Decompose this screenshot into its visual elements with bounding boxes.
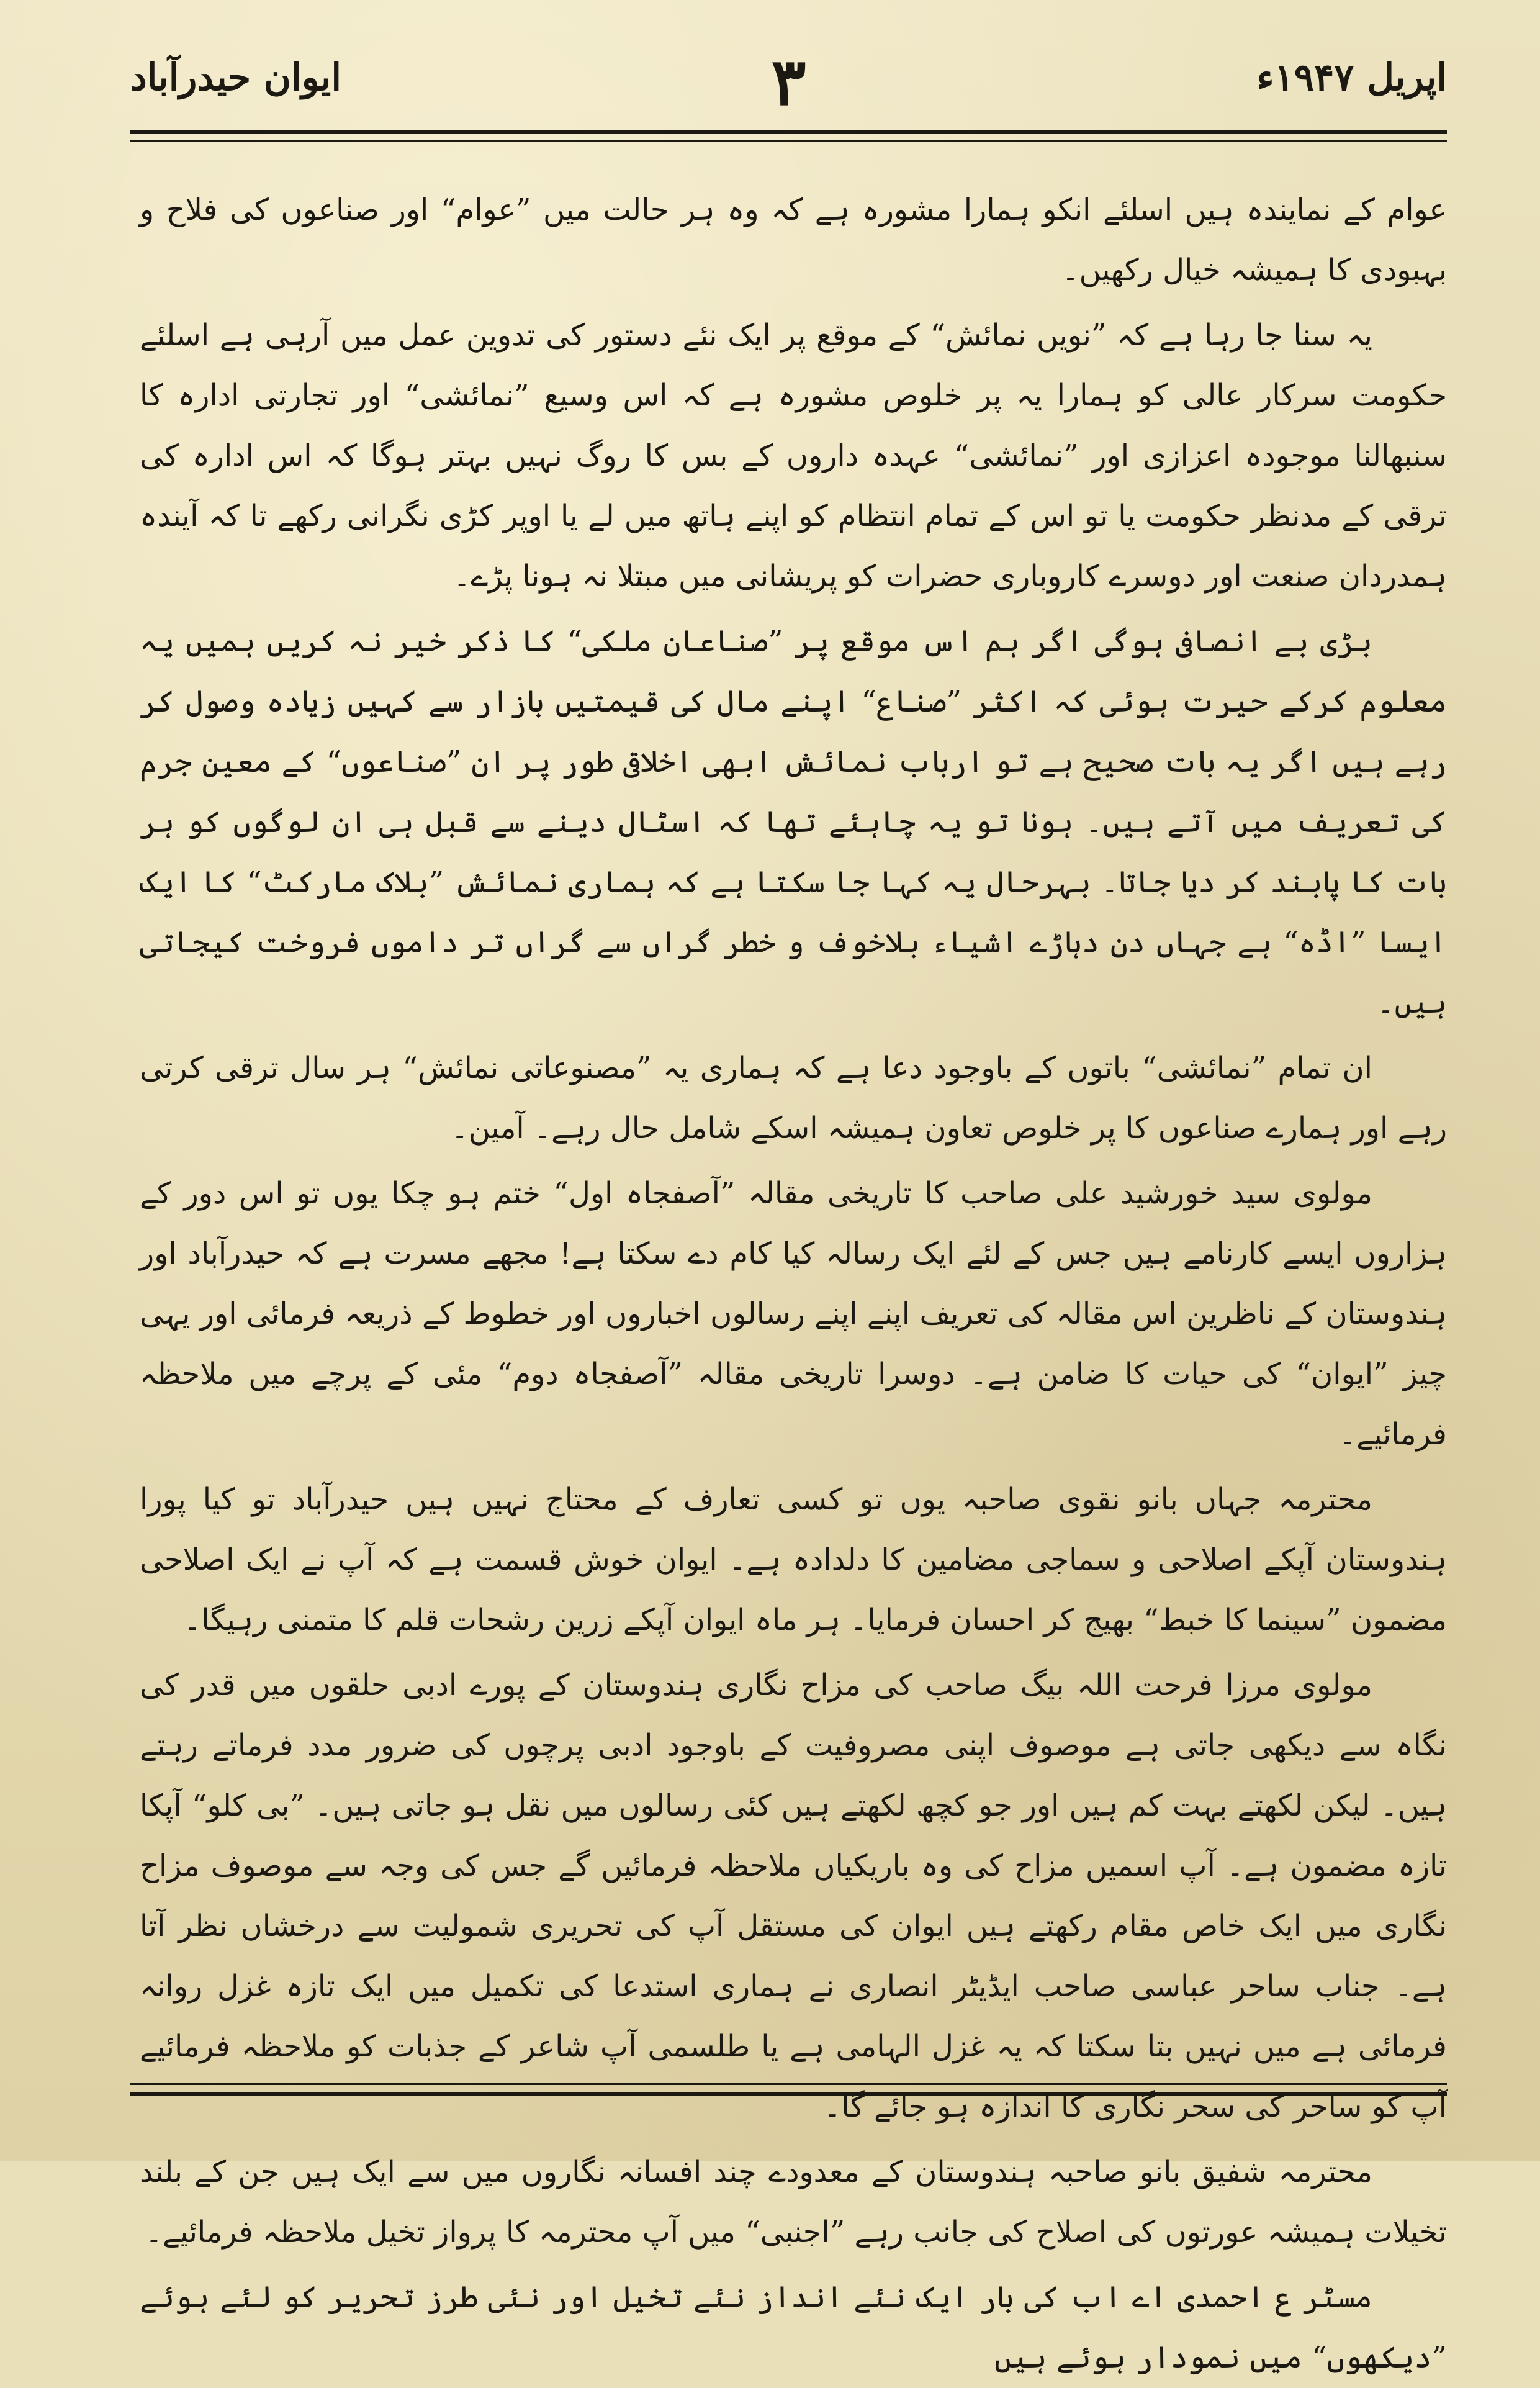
paragraph: عوام کے نمایندہ ہیں اسلئے انکو ہمارا مشورہ ہے کہ وہ ہر حالت میں ”عوام“ اور صناعوں کی فلاح و بہبودی کا ہمیشہ خیال رکھیں۔	[140, 192, 1447, 287]
footer-rule-top	[130, 2083, 1447, 2085]
journal-title: ایوان حیدرآباد	[130, 56, 342, 99]
paragraph: مولوی سید خورشید علی صاحب کا تاریخی مقالہ ”آصفجاہ اول“ ختم ہو چکا یوں تو اس دور کے ہزاروں ایسے کارنامے ہیں جس کے لئے ایک رسالہ کیا کام دے سکتا ہے! مجھے مسرت ہے کہ حیدرآباد اور ہندوستان کے ناظرین اس مقالہ کی تعریف اپنے اپنے رسالوں اخباروں اور خطوط کے ذریعہ فرمائی اور یہی چیز ”ایوان“ کی حیات کا ضامن ہے۔ دوسرا تاریخی مقالہ ”آصفجاہ دوم“ مئی کے پرچے میں ملاحظہ فرمائیے۔	[140, 1176, 1447, 1452]
issue-date: اپریل ۱۹۴۷ء	[1256, 56, 1447, 99]
paragraph: محترمہ شفیق بانو صاحبہ ہندوستان کے معدودے چند افسانہ نگاروں میں سے ایک ہیں جن کے بلند تخیلات ہمیشہ عورتوں کی اصلاح کی جانب رہے ”اجنبی“ میں آپ محترمہ کا پرواز تخیل ملاحظہ فرمائیے۔	[140, 2155, 1447, 2250]
footer-rule-bottom	[130, 2092, 1447, 2096]
paragraph: یہ سنا جا رہا ہے کہ ”نویں نمائش“ کے موقع پر ایک نئے دستور کی تدوین عمل میں آرہی ہے اسلئے حکومت سرکار عالی کو ہمارا یہ پر خلوص مشورہ ہے کہ اس وسیع ”نمائشی“ اور تجارتی ادارہ کا سنبھالنا موجودہ اعزازی اور ”نمائشی“ عہدہ داروں کے بس کا روگ نہیں بہتر ہوگا کہ اس ادارہ کی ترقی کے مدنظر حکومت یا تو اس کے تمام انتظام کو اپنے ہاتھ میں لے یا اوپر کڑی نگرانی رکھے تا کہ آیندہ ہمدردان صنعت اور دوسرے کاروباری حضرات کو پریشانی میں مبتلا نہ ہونا پڑے۔	[140, 318, 1447, 594]
header-rule-bottom	[130, 140, 1447, 142]
header-rule-top	[130, 130, 1447, 134]
page-header	[130, 43, 1447, 118]
paragraph: مسٹر ع احمدی اے اب کی بار ایک نئے انداز نئے تخیل اور نئی طرز تحریر کو لئے ہوئے ”دیکھوں“ میں نمودار ہوئے ہیں	[140, 2280, 1447, 2375]
article-body	[140, 180, 1447, 2388]
paragraph: بڑی بے انصافی ہوگی اگر ہم اس موقع پر ”صناعان ملکی“ کا ذکر خیر نہ کریں ہمیں یہ معلوم کرکے حیرت ہوئی کہ اکثر ”صناع“ اپنے مال کی قیمتیں بازار سے کہیں زیادہ وصول کر رہے ہیں اگر یہ بات صحیح ہے تو ارباب نمائش ابھی اخلاقی طور پر ان ”صناعوں“ کے معین جرم کی تعریف میں آتے ہیں۔ ہونا تو یہ چاہئے تھا کہ اسٹال دینے سے قبل ہی ان لوگوں کو ہر بات کا پابند کر دیا جاتا۔ بہرحال یہ کہا جا سکتا ہے کہ ہماری نمائش ”بلاک مارکٹ“ کا ایک ایسا ”اڈہ“ ہے جہاں دن دہاڑے اشیاء بلاخوف و خطر گراں سے گراں تر داموں فروخت کیجاتی ہیں۔	[140, 624, 1447, 1020]
paragraph: مولوی مرزا فرحت اللہ بیگ صاحب کی مزاح نگاری ہندوستان کے پورے ادبی حلقوں میں قدر کی نگاہ سے دیکھی جاتی ہے موصوف اپنی مصروفیت کے باوجود ادبی پرچوں کی ضرور مدد فرماتے رہتے ہیں۔ لیکن لکھتے بہت کم ہیں اور جو کچھ لکھتے ہیں کئی رسالوں میں نقل ہو جاتی ہیں۔ ”بی کلو“ آپکا تازہ مضمون ہے۔ آپ اسمیں مزاح کی وہ باریکیاں ملاحظہ فرمائیں گے جس کی وجہ سے موصوف مزاح نگاری میں ایک خاص مقام رکھتے ہیں ایوان کی مستقل آپ کی تحریری شمولیت سے درخشاں نظر آتا ہے۔ جناب ساحر عباسی صاحب ایڈیٹر انصاری نے ہماری استدعا کی تکمیل میں ایک تازہ غزل روانہ فرمائی ہے میں نہیں بتا سکتا کہ یہ غزل الہامی ہے یا طلسمی آپ شاعر کے جذبات کو ملاحظہ فرمائیے آپ کو ساحر کی سحر نگاری کا اندازہ ہو جائے گا۔	[140, 1668, 1448, 2124]
paragraph: ان تمام ”نمائشی“ باتوں کے باوجود دعا ہے کہ ہماری یہ ”مصنوعاتی نمائش“ ہر سال ترقی کرتی رہے اور ہمارے صناعوں کا پر خلوص تعاون ہمیشہ اسکے شامل حال رہے۔ آمین۔	[140, 1051, 1447, 1146]
page-number: ۳	[771, 43, 806, 120]
paragraph: محترمہ جہاں بانو نقوی صاحبہ یوں تو کسی تعارف کے محتاج نہیں ہیں حیدرآباد تو کیا پورا ہندوستان آپکے اصلاحی و سماجی مضامین کا دلدادہ ہے۔ ایوان خوش قسمت ہے کہ آپ نے ایک اصلاحی مضمون ”سینما کا خبط“ بھیج کر احسان فرمایا۔ ہر ماہ ایوان آپکے زرین رشحات قلم کا متمنی رہیگا۔	[140, 1482, 1447, 1637]
